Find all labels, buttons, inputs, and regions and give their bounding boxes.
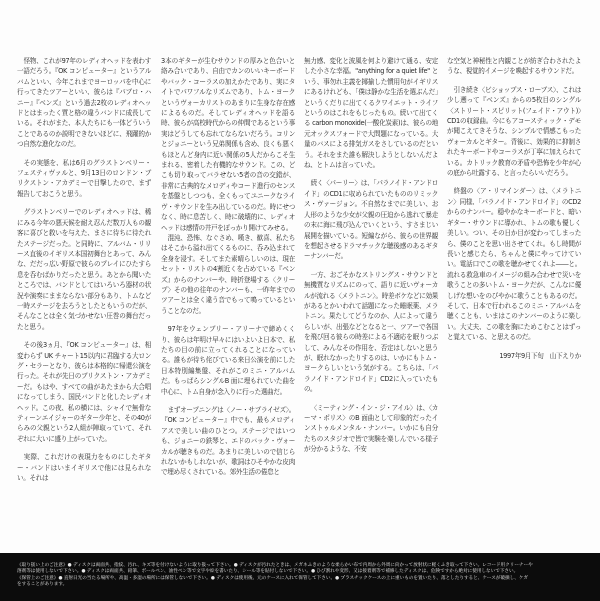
paragraph: まずオープニングは〈ノー・サプライゼズ〉。『OK コンピューター』中でも、最もメロディアスで美しい曲のひとつ。ステージではいつも、ジョニーの鉄琴と、エドのバック・ヴォーカルが聴きものだ。あまりに美しいので信じられないかもしれないが、歌詞はひそやかな皮肉で埋め尽くされている。郊外生活の倦怠と [161, 406, 295, 477]
notice-line: 溶剤等は使用しないで下さい。● ディスクは両面共、鉛筆、ボールペン、油性ペン等で文字や絵を書いたり、シール等を貼付しないで下さい。● ひび割れや変形、又は接着剤等で補修したディスクは、危険ですから絶対に使用しないで下さい。 [17, 569, 519, 575]
text-column-2 [161, 56, 295, 486]
paragraph: 一方、おごそかなストリングス・サウンドと無機質なリズムにのって、語りに近いヴォーカルが流れる〈メラトニン〉。時差ボケなどに効果があるとかいわれて話題になった睡眠薬、メラトニン。果たしてどうなのか、人によって違うらしいが、出張などとなると一、ツアーで各国を飛び回る彼らの時差による不適応を眠りつぶして、みんなその作用を、否定はしないと思うが、眠れなかったりするのは、いかにもトム・ヨークらしいという気がする。こちらは、「パラノイド・アンドロイド」CD2に入っていたもの。 [304, 270, 438, 394]
paragraph: 97年をウェンブリー・アリーナで締めくくり、彼らは年明け早々にはいよいよ日本で、私たちの目の前に立ってくれることになっている。誰もが待ち侘びている来日公演を前にした日本特別編集盤、それがこのミニ・アルバムだ。もっぱらシングルB 面に埋もれていた曲を中心に、トム自身が念入りに行った選曲だ。 [161, 325, 295, 396]
author-signature: 1997年9月下旬 山下えりか [499, 351, 581, 360]
paragraph: 〈ミーティング・イン・ジ・アイル〉は、〈カーマ・ポリス〉のB 面曲として印象的だったインストゥルメンタル・ナンバー。いかにも自分たちのスタジオで皆で実験を楽しんでいる様子が分かるような、不安 [304, 403, 438, 454]
paragraph: 引き続き〈ビショップス・ローブス〉、これは少し遡って『ベンズ』からの5枚目のシングル〈ストリート・スピリット(フェイド・アウト)〉CD1の収録曲。今にもアコースティック・デモが聞こえてきそうな、シンプルで情感こもったヴォーカルとギター。背後に、効果的に抑制されたキーボードやコーラスが丁寧に加えられている。カトリック教育の矛盾や恐怖を少年が心の底から吐露する、と言ったらいいだろう。 [447, 85, 581, 178]
text-column-3 [304, 56, 438, 463]
paragraph: その実態を、私は6月のグラストンベリー・フェスティヴァルと、9月13日のロンドン・ブリクストン・アカデミーで目撃したので、まず報告しておこうと思う。 [17, 158, 151, 198]
text-column-4 [447, 56, 581, 369]
paragraph: 無力感、変化と波風を何より避けて通る、安定した小さな幸福。"anything for a quiet life" という、事勿れ主義を揶揄した慣用句がイギリスにあるけれども、「僕は静かな生活を選ぶんだ」というくだりに出てくるクワイエット・ライフというのはこれをもじったもの。続いて出てくる carbon monoxide(一酸化炭素)は、彼らの地元オックスフォードで大問題になっている。大量のバスによる排気ガスをさしているのだという。それをまた誰も解決しようとしないんだよね、とトムは言っていた。 [304, 57, 438, 170]
notice-line: 《取り扱い上のご注意》● ディスクは両面共、指紋、汚れ、キズ等を付けないように取り扱って下さい。● ディスクが汚れたときは、メガネふきのような柔らかい布で内周から外周に向かって放射状に軽くふき取って下さい。レコード用クリーナーや [17, 563, 533, 568]
paragraph: 3本のギターが生むサウンドの厚みと色合いと絡み合いであり、自由でカンのいいキーボードやバック・コーラスの加えかたであり、実にタイトでパワフルなリズムであり、トム・ヨークというヴォーカリストのあまりに生身な存在感によるものだ。そしてレディオヘッドを語る時、彼らが高校時代からの仲間であるという事実はどうしても忘れてならないだろう。コリンとジョニーという兄弟関係も含め、良くも悪くもほとんど身内に近い関係の5人だからこそ生まれる、密着した有機的なサウンド。この、どこも切り取ってバラせない5者の音の交錯が、非常に古典的なメロディやコード進行のセンスを基盤としつつも、全くもってユニークなライヴ・サウンドを生み出しているのだ。時にせつなく、時に息苦しく、時に破壊的に、レディオヘッドは感情の井戸をぽっかり開けてみせる。 [161, 57, 295, 232]
paragraph: 怪物、これが97年のレディオヘッドを表わす一語だろう。『OK コンピューター』というアルバムといい、今年これまでヨーロッパを中心に行ってきたツアーといい、彼らは『パブロ・ハニー』『ベンズ』という過去2枚のレディオヘッドとはまったく質と格の違うバンドに成長している。それがまた、本人たちにも一体どういうことであるのか説明できないほどに、飛躍的かつ自然な進化なのだ。 [17, 57, 151, 149]
text-column-1 [17, 56, 151, 491]
paragraph: 続く〈パーリー〉は、「パラノイド・アンドロイド」のCD1に収められていたもののリミックス・ヴァージョン。不自然なまでに美しい、お人形のような少女が父親の圧迫から逃れて暴走の末に海に飛び込んでいくという、すさまじい展開を描いている。短編ながら、彼らの世界観を想起させるドラマチックな聴後感のあるギターナンバーだ。 [304, 179, 438, 261]
paragraph: その後3ヵ月、『OK コンピューター』は、相変わらず UK チャート15以内に君臨する大ロング・セラーとなり、彼らは本格的に帰還公演を行った。それが先日のブリクストン・アカデミーだ。もはや、すべての曲があたまから大合唱になってしまう、国民バンドと化したレディオヘッド。この夜、私の横には、シャイで無骨なティーンエイジャーのギター少年と、その40がらみの父親という2人組が陣取っていて、それぞれに大いに盛り上がっていた。 [17, 341, 151, 443]
paragraph: グラストンベリーでのレディオヘッドは、稀にみる今年の悪天候を耐え忍んだ数万人もの観客に喜びと救いを与えた、まさに待ちに待たれたステージだった。と同時に、アルバム・リリース直後のイギリス本国初舞台とあって、みんな、だだっ広い野原で彼らのプレイにひたすら息を呑むばかりだったと思う。あとから聞いたところでは、バンドとしてはいろいろ器材の状況や演奏にままならない部分もあり、トムなど一時ステージを去ろうとしたともいうのだが、そんなことは全く気づかせない圧巻の舞台だったと思う。 [17, 208, 151, 331]
paragraph: な空気と神秘性と内観ことが紡ぎ合わされたような、視覚的イメージを喚起するサウンドだ。 [447, 57, 581, 76]
notice-line: 《保管上のご注意》● 直射日光の当たる場所や、高温・多湿の場所には保管しないで下さい。● ディスクは使用後、元のケースに入れて保管して下さい。● プラスチックケースの上に重いものを置いたり、落としたりすると、ケースが破損し、ケガ [17, 575, 528, 581]
paragraph: 実際、これだけの表現力をものにしたギター・バンドはいまイギリスで他には見られない。それは [17, 453, 151, 483]
paragraph: 終盤の〈ア・リマインダー〉は、〈メラトニン〉同様、「パラノイド・アンドロイド」のCD2からのナンバー。穏やかなキーボードと、暗いギター・サウンドに導かれ、トムの歌も優しく美しい。つい、その日か目が変わってしまったら、僕のことを思い出させてくれ。もし時間が長いと感じたら、ちゃんと僕にやってけていい。電話口でこの歌を聴かせてくれよ――と。流れる救急車のイメージの組み合わせで災いを歌うことの多いトム・ヨークだが、こんなに優しげな想いをのびやかに歌うこともあるのだ。そして、日本で行われるこのミニ・アルバムを聴くことも、いまはこのナンバーのように楽しい。大丈夫、この歌を胸にためこむことはずっと覚えている、と思えるのだ。 [447, 187, 581, 342]
paragraph: 混沌、恐怖、なぐさめ、嘆き、歓喜、私たちはそこから溢れ出てくるものに、呑み込まれて全身を浸す。そしてまた素晴らしいのは、現在セット・リストの4割近くを占めている『ベンズ』からのナンバーや、時折登場する〈クリープ〉その他の往年のナンバーも、一昨年までのツアーとは全く違う音でもって鳴っているということなのだ。 [161, 233, 295, 315]
handling-notice-footer [0, 553, 600, 601]
notice-line: をすることがあります。 [17, 582, 68, 588]
